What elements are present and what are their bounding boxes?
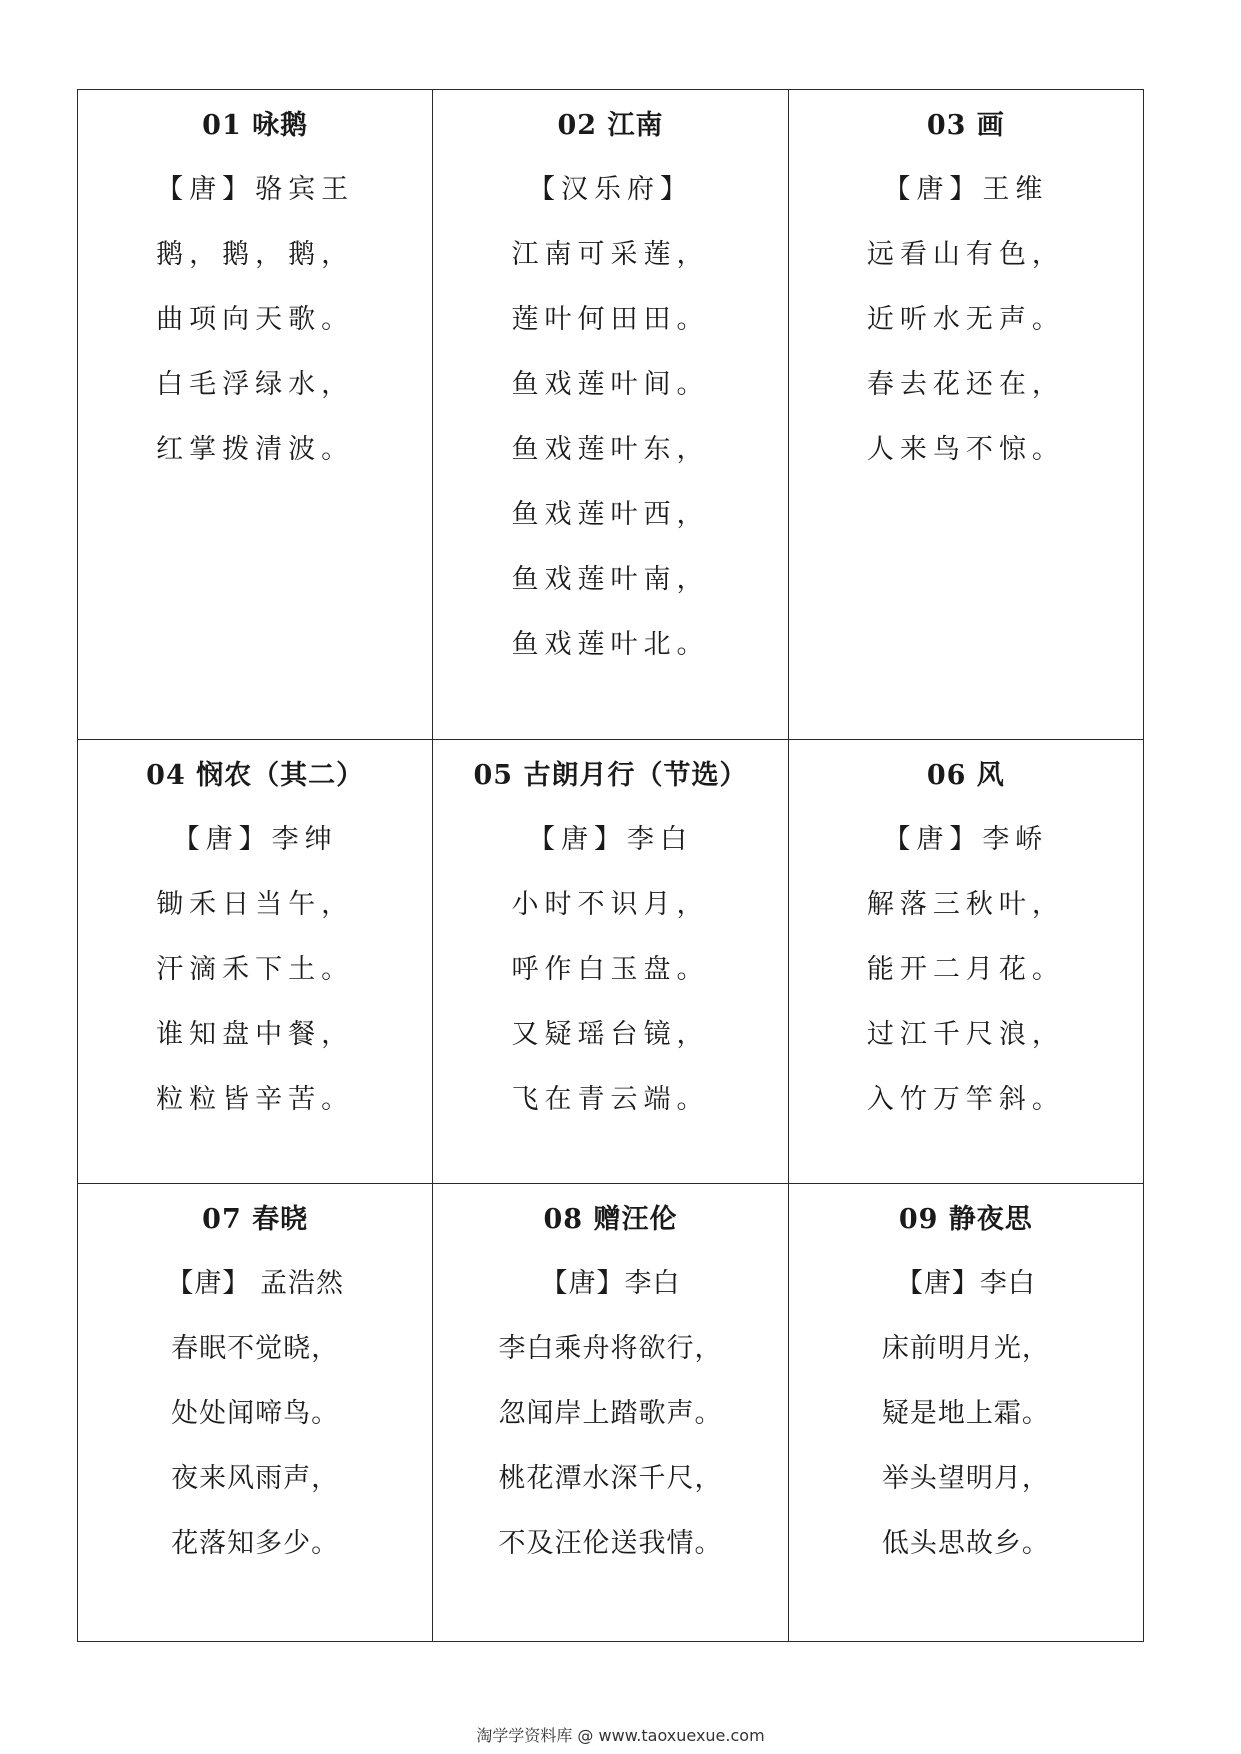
poem-line: 曲项向天歌。	[156, 304, 355, 335]
poem-line: 举头望明月，	[881, 1463, 1050, 1494]
poem-line: 飞在青云端。	[511, 1084, 710, 1115]
poem-author: 【唐】 孟浩然	[166, 1268, 344, 1299]
poem-line: 入竹万竿斜。	[866, 1084, 1065, 1115]
poem-cell	[788, 1184, 1143, 1642]
poem-line: 鱼戏莲叶南，	[511, 564, 710, 595]
poem-cell	[78, 1184, 433, 1642]
poem-line: 呼作白玉盘。	[511, 954, 710, 985]
poem-author: 【汉乐府】	[527, 174, 693, 205]
poem-title: 09 静夜思	[898, 1204, 1033, 1235]
poem-cell	[78, 90, 433, 740]
poem-title: 08 赠汪伦	[543, 1204, 678, 1235]
poem-line: 花落知多少。	[171, 1528, 340, 1559]
poem-line: 解落三秋叶，	[866, 889, 1065, 920]
poem-author: 【唐】李白	[527, 824, 693, 855]
poem-row	[78, 740, 1144, 1184]
poem-author: 【唐】李峤	[883, 824, 1049, 855]
poem-cell	[788, 740, 1143, 1184]
poem-author: 【唐】王维	[883, 174, 1049, 205]
poem-line: 桃花潭水深千尺，	[498, 1463, 723, 1494]
poem-line: 忽闻岸上踏歌声。	[498, 1398, 723, 1429]
poem-title: 01 咏鹅	[202, 110, 309, 141]
poem-line: 鹅，鹅，鹅，	[156, 239, 355, 270]
poem-title: 03 画	[926, 110, 1005, 141]
poem-line: 又疑瑶台镜，	[511, 1019, 710, 1050]
poem-line: 谁知盘中餐，	[156, 1019, 355, 1050]
poem-title: 06 风	[926, 760, 1005, 791]
poem-line: 床前明月光，	[881, 1333, 1050, 1364]
poem-row	[78, 90, 1144, 740]
poem-cell	[433, 1184, 788, 1642]
poem-author: 【唐】李白	[540, 1268, 681, 1299]
poem-row	[78, 1184, 1144, 1642]
poem-line: 春眠不觉晓，	[171, 1333, 340, 1364]
poem-title: 02 江南	[557, 110, 664, 141]
poem-line: 近听水无声。	[866, 304, 1065, 335]
poem-grid	[77, 89, 1144, 1642]
poem-line: 远看山有色，	[866, 239, 1065, 270]
poem-author: 【唐】骆宾王	[156, 174, 355, 205]
poem-cell	[433, 740, 788, 1184]
poem-title: 04 悯农（其二）	[146, 760, 365, 791]
poem-line: 江南可采莲，	[511, 239, 710, 270]
poem-line: 低头思故乡。	[881, 1528, 1050, 1559]
poem-line: 能开二月花。	[866, 954, 1065, 985]
poem-title: 07 春晓	[202, 1204, 309, 1235]
poem-line: 粒粒皆辛苦。	[156, 1084, 355, 1115]
poem-line: 鱼戏莲叶西，	[511, 499, 710, 530]
poem-line: 疑是地上霜。	[881, 1398, 1050, 1429]
poem-cell	[788, 90, 1143, 740]
poem-line: 春去花还在，	[866, 369, 1065, 400]
poem-cell	[78, 740, 433, 1184]
poem-line: 过江千尺浪，	[866, 1019, 1065, 1050]
poem-cell	[433, 90, 788, 740]
poem-line: 小时不识月，	[511, 889, 710, 920]
poem-line: 锄禾日当午，	[156, 889, 355, 920]
poem-line: 鱼戏莲叶北。	[511, 629, 710, 660]
poem-line: 李白乘舟将欲行，	[498, 1333, 723, 1364]
poem-author: 【唐】李白	[895, 1268, 1036, 1299]
footer-watermark: 淘学学资料库 @ www.taoxuexue.com	[476, 1726, 765, 1745]
poem-title: 05 古朗月行（节选）	[473, 760, 748, 791]
poem-line: 不及汪伦送我情。	[498, 1528, 723, 1559]
poem-author: 【唐】李绅	[172, 824, 338, 855]
poem-line: 汗滴禾下土。	[156, 954, 355, 985]
poem-line: 红掌拨清波。	[156, 434, 355, 465]
poem-line: 莲叶何田田。	[511, 304, 710, 335]
poem-line: 处处闻啼鸟。	[171, 1398, 340, 1429]
poem-line: 人来鸟不惊。	[866, 434, 1065, 465]
poem-line: 鱼戏莲叶间。	[511, 369, 710, 400]
poem-line: 鱼戏莲叶东，	[511, 434, 710, 465]
poem-line: 夜来风雨声，	[171, 1463, 340, 1494]
poem-line: 白毛浮绿水，	[156, 369, 355, 400]
